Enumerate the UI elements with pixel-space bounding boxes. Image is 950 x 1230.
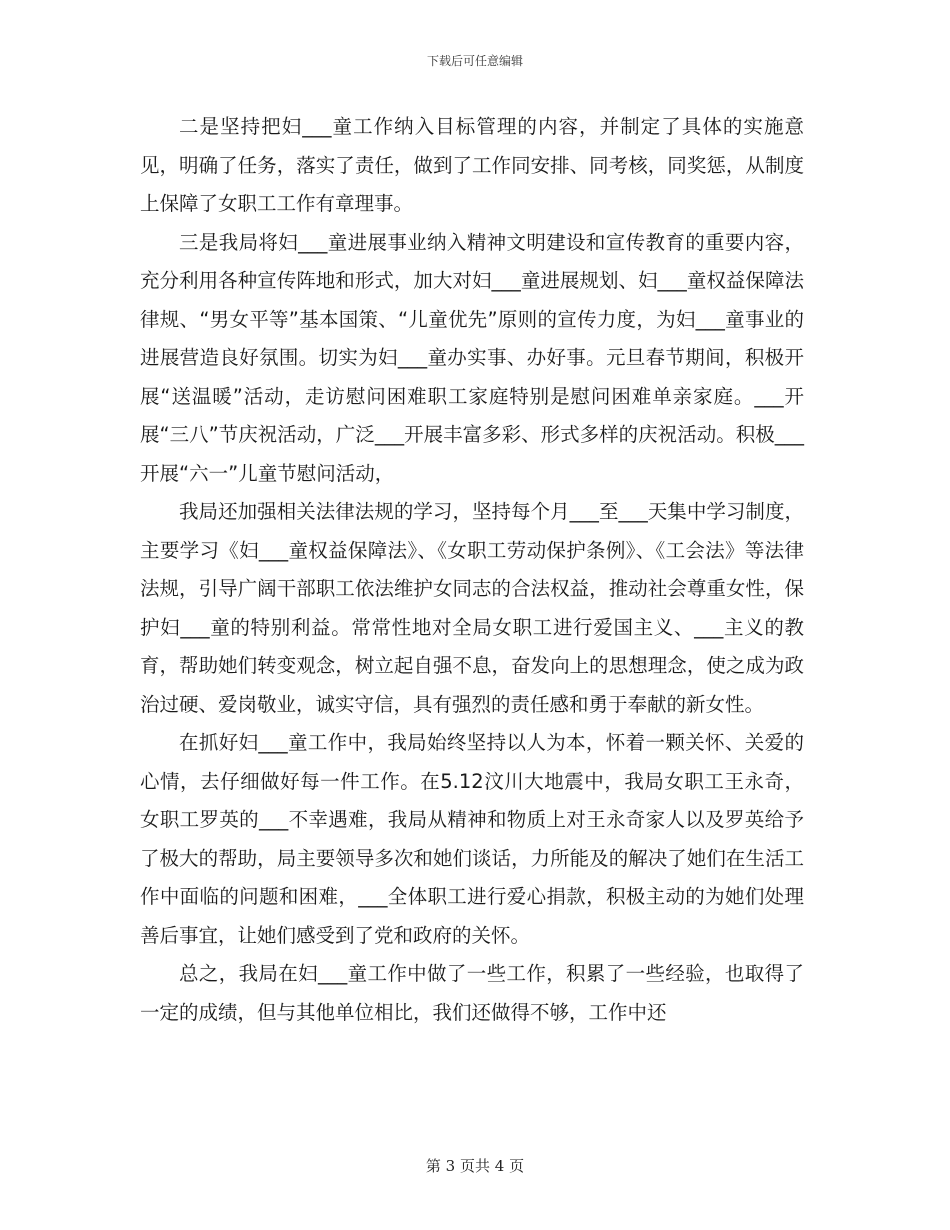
paragraph: 三是我局将妇___童进展事业纳入精神文明建设和宣传教育的重要内容，充分利用各种宣传阵地和形式，加大对妇___童进展规划、妇___童权益保障法律规、“男女平等”基本国策、“儿童优先”原则的宣传力度，为妇___童事业的进展营造良好氛围。切实为妇___童办实事、办好事。元旦春节期间，积极开展“送温暖”活动，走访慰问困难职工家庭特别是慰问困难单亲家庭。___开展“三八”节庆祝活动，广泛___开展丰富多彩、形式多样的庆祝活动。积极___开展“六一”儿童节慰问活动，	[140, 230, 804, 485]
paragraph: 在抓好妇___童工作中，我局始终坚持以人为本，怀着一颗关怀、关爱的心情，去仔细做好每一件工作。在5.12汶川大地震中，我局女职工王永奇，女职工罗英的___不幸遇难，我局从精神和物质上对王永奇家人以及罗英给予了极大的帮助，局主要领导多次和她们谈话，力所能及的解决了她们在生活工作中面临的问题和困难，___全体职工进行爱心捐款，积极主动的为她们处理善后事宜，让她们感受到了党和政府的关怀。	[140, 731, 804, 947]
page-header: 下载后可任意编辑	[426, 54, 523, 68]
paragraph: 总之，我局在妇___童工作中做了一些工作，积累了一些经验，也取得了一定的成绩，但与其他单位相比，我们还做得不够，工作中还	[140, 962, 804, 1024]
paragraph: 二是坚持把妇___童工作纳入目标管理的内容，并制定了具体的实施意见，明确了任务，落实了责任，做到了工作同安排、同考核，同奖惩，从制度上保障了女职工工作有章理事。	[140, 115, 804, 215]
page-footer: 第 3 页共 4 页	[425, 1157, 525, 1175]
paragraph: 我局还加强相关法律法规的学习，坚持每个月___至___天集中学习制度，主要学习《妇___童权益保障法》、《女职工劳动保护条例》、《工会法》等法律法规，引导广阔干部职工依法维护女同志的合法权益，推动社会尊重女性，保护妇___童的特别利益。常常性地对全局女职工进行爱国主义、___主义的教育，帮助她们转变观念，树立起自强不息，奋发向上的思想理念，使之成为政治过硬、爱岗敬业，诚实守信，具有强烈的责任感和勇于奉献的新女性。	[140, 500, 804, 716]
document-body	[140, 108, 804, 1032]
